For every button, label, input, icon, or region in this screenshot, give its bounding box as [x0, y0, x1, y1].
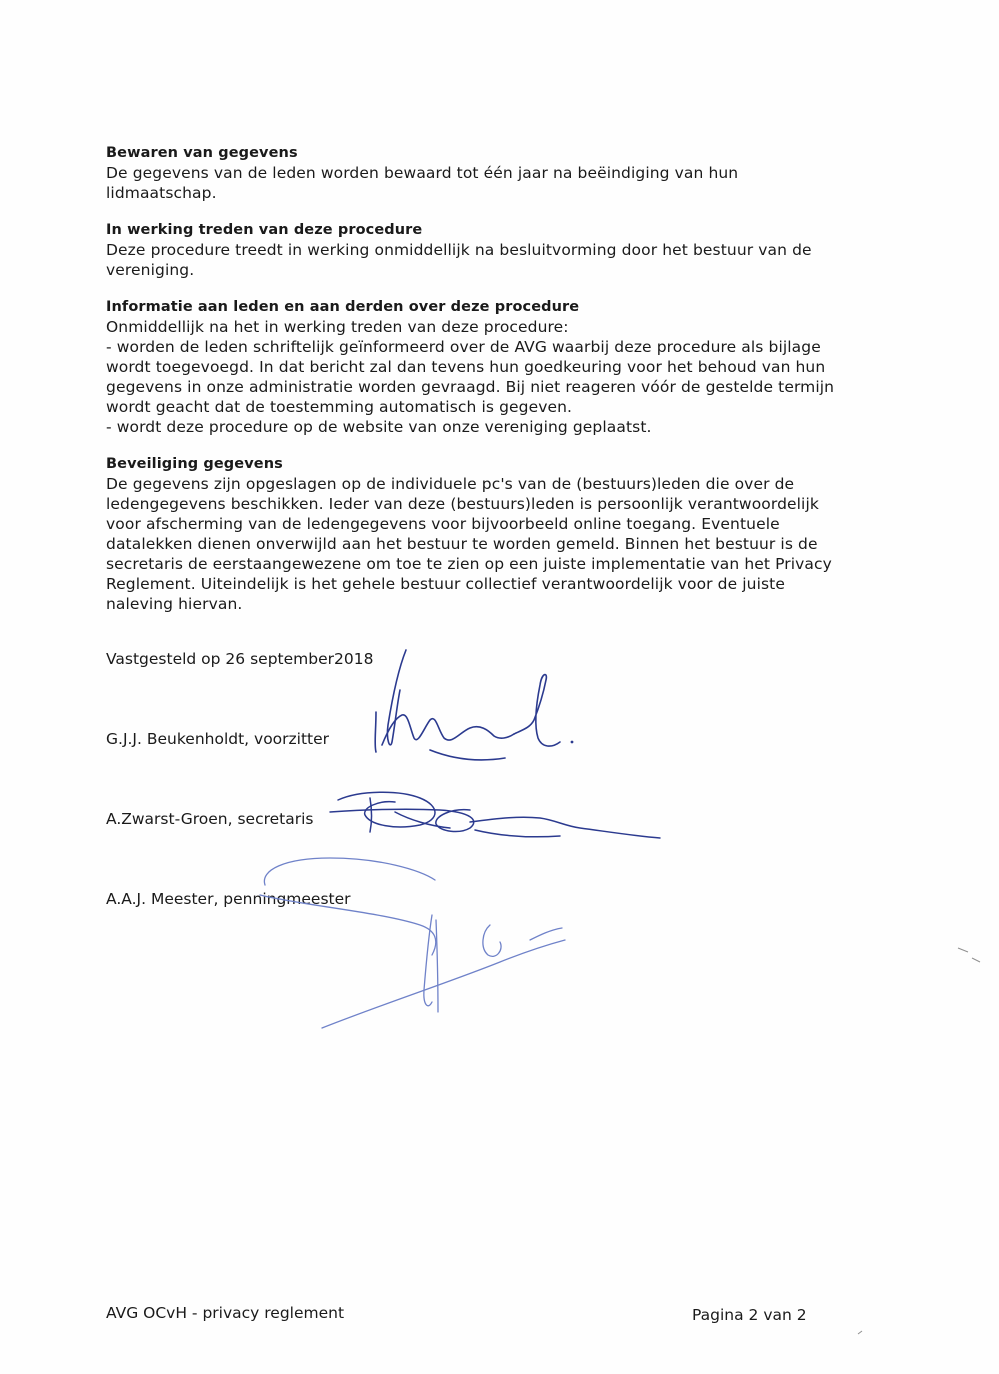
section-text: [106, 317, 866, 437]
text-line: gegevens in onze administratie worden gevraagd. Bij niet reageren vóór de gestelde termijn: [106, 378, 835, 396]
signatory-treasurer: A.A.J. Meester, penningmeester: [106, 890, 351, 908]
section-text: [106, 474, 866, 614]
footer-page-number: Pagina 2 van 2: [692, 1306, 807, 1324]
signature-secretary: [330, 792, 660, 838]
text-line: naleving hiervan.: [106, 595, 243, 613]
section-heading: In werking treden van deze procedure: [106, 222, 423, 238]
scan-specks: [858, 948, 980, 1334]
text-line: wordt geacht dat de toestemming automatisch is gegeven.: [106, 398, 573, 416]
signatory-chair: G.J.J. Beukenholdt, voorzitter: [106, 730, 330, 748]
section-heading: Informatie aan leden en aan derden over deze procedure: [106, 299, 580, 315]
footer-document-title: AVG OCvH - privacy reglement: [106, 1304, 345, 1322]
text-line: lidmaatschap.: [106, 184, 217, 202]
section-effective-date: [106, 221, 866, 280]
signatory-secretary: A.Zwarst-Groen, secretaris: [106, 810, 314, 828]
text-line: - wordt deze procedure op de website van onze vereniging geplaatst.: [106, 418, 652, 436]
text-line: Onmiddellijk na het in werking treden van deze procedure:: [106, 318, 569, 336]
text-line: secretaris de eerstaangewezene om toe te zien op een juiste implementatie van het Privacy: [106, 555, 832, 573]
text-line: datalekken dienen onverwijld aan het bestuur te worden gemeld. Binnen het bestuur is de: [106, 535, 818, 553]
text-line: - worden de leden schriftelijk geïnformeerd over de AVG waarbij deze procedure als bijlage: [106, 338, 821, 356]
text-line: Reglement. Uiteindelijk is het gehele bestuur collectief verantwoordelijk voor de juiste: [106, 575, 785, 593]
section-information: [106, 298, 866, 437]
text-line: voor afscherming van de ledengegevens voor bijvoorbeeld online toegang. Eventuele: [106, 515, 780, 533]
adopted-date: Vastgesteld op 26 september2018: [106, 650, 374, 668]
text-line: wordt toegevoegd. In dat bericht zal dan tevens hun goedkeuring voor het behoud van hun: [106, 358, 826, 376]
section-security: [106, 455, 866, 614]
text-line: ledengegevens beschikken. Ieder van deze (bestuurs)leden is persoonlijk verantwoordelijk: [106, 495, 819, 513]
signature-chair: [375, 650, 573, 760]
document-body: [106, 144, 866, 632]
text-line: Deze procedure treedt in werking onmiddellijk na besluitvorming door het bestuur van de: [106, 241, 812, 259]
section-text: [106, 240, 866, 280]
section-heading: Beveiliging gegevens: [106, 456, 283, 472]
text-line: vereniging.: [106, 261, 195, 279]
text-line: De gegevens zijn opgeslagen op de individuele pc's van de (bestuurs)leden die over de: [106, 475, 795, 493]
section-text: [106, 163, 866, 203]
section-data-retention: [106, 144, 866, 203]
section-heading: Bewaren van gegevens: [106, 145, 298, 161]
signature-treasurer: [260, 858, 565, 1028]
text-line: De gegevens van de leden worden bewaard tot één jaar na beëindiging van hun: [106, 164, 739, 182]
